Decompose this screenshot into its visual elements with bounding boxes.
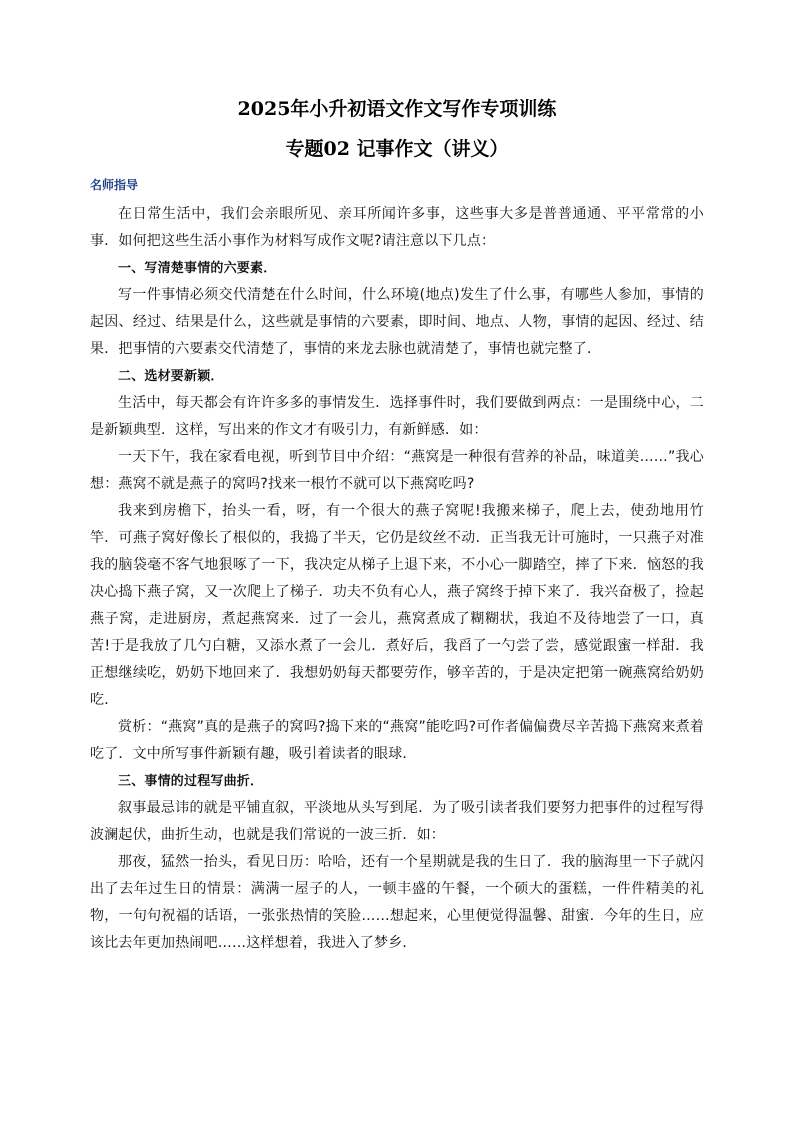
commentary-paragraph: 赏析：“燕窝”真的是燕子的窝吗?捣下来的“燕窝”能吃吗?可作者偏偏费尽辛苦捣下燕窝来煮着吃了．文中所写事件新颖有趣，吸引着读者的眼球． xyxy=(90,719,704,762)
paragraph: 生活中，每天都会有许许多多的事情发生．选择事件时，我们要做到两点：一是围绕中心，二是新颖典型．这样，写出来的作文才有吸引力，有新鲜感．如： xyxy=(90,395,704,438)
paragraph: 叙事最忌讳的就是平铺直叙，平淡地从头写到尾．为了吸引读者我们要努力把事件的过程写得波澜起伏，曲折生动，也就是我们常说的一波三折．如： xyxy=(90,800,704,843)
example-paragraph: 那夜，猛然一抬头，看见日历：哈哈，还有一个星期就是我的生日了．我的脑海里一下子就闪出了去年过生日的情景：满满一屋子的人，一顿丰盛的午餐，一个硕大的蛋糕，一件件精美的礼物，一句句祝福的话语，一张张热情的笑脸……想起来，心里便觉得温馨、甜蜜．今年的生日，应该比去年更加热闹吧……这样想着，我进入了梦乡． xyxy=(90,854,704,951)
example-paragraph: 我来到房檐下，抬头一看，呀，有一个很大的燕子窝呢!我搬来梯子，爬上去，使劲地用竹竿．可燕子窝好像长了根似的，我捣了半天，它仍是纹丝不动．正当我无计可施时，一只燕子对准我的脑袋毫不客气地狠啄了一下，我决定从梯子上退下来，不小心一脚踏空，摔了下来．恼怒的我决心捣下燕子窝，又一次爬上了梯子．功夫不负有心人，燕子窝终于掉下来了．我兴奋极了，捡起燕子窝，走进厨房，煮起燕窝来．过了一会儿，燕窝煮成了糊糊状，我迫不及待地尝了一口，真苦!于是我放了几勺白糖，又添水煮了一会儿．煮好后，我舀了一勺尝了尝，感觉跟蜜一样甜．我正想继续吃，奶奶下地回来了．我想奶奶每天都要劳作，够辛苦的，于是决定把第一碗燕窝给奶奶吃． xyxy=(90,503,704,708)
section-label: 名师指导 xyxy=(90,178,139,192)
paragraph: 写一件事情必须交代清楚在什么时间，什么环境(地点)发生了什么事，有哪些人参加，事情的起因、经过、结果是什么，这些就是事情的六要素，即时间、地点、人物，事情的起因、经过、结果．把事情的六要素交代清楚了，事情的来龙去脉也就清楚了，事情也就完整了． xyxy=(90,287,704,357)
heading-3: 三、事情的过程写曲折． xyxy=(118,774,264,789)
paragraph-intro: 在日常生活中，我们会亲眼所见、亲耳所闻许多事，这些事大多是普普通通、平平常常的小事．如何把这些生活小事作为材料写成作文呢?请注意以下几点： xyxy=(90,206,704,249)
heading-2: 二、选材要新颖． xyxy=(118,369,224,384)
document-title: 2025年小升初语文作文写作专项训练 xyxy=(237,98,557,120)
document-body xyxy=(90,201,704,957)
heading-1: 一、写清楚事情的六要素． xyxy=(118,261,277,276)
example-paragraph: 一天下午，我在家看电视，听到节目中介绍：“燕窝是一种很有营养的补品，味道美……”我心想：燕窝不就是燕子的窝吗?找来一根竹不就可以下燕窝吃吗? xyxy=(90,449,704,492)
document-subtitle: 专题02 记事作文（讲义） xyxy=(285,138,509,160)
